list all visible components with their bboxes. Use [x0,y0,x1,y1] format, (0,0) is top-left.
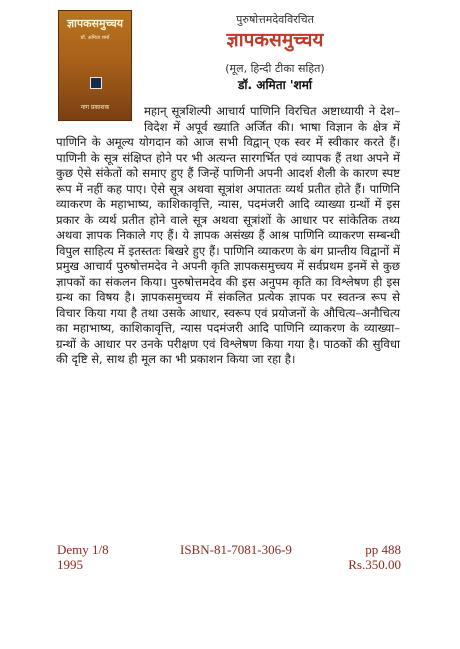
isbn: ISBN-81-7081-306-9 [180,542,292,557]
book-subtitle-top: पुरुषोत्तमदेवविरचित [236,13,314,26]
price: Rs.350.00 [348,557,401,572]
cover-title: ज्ञापकसमुच्चय [66,17,124,30]
cover-wrap-spacer [56,104,144,132]
book-title: ज्ञापकसमुच्चय [226,29,324,51]
cover-author: डॉ. अमिता शर्मा [80,35,110,41]
publisher-logo-icon [90,77,102,89]
book-description-block [56,104,400,368]
author-name: डॉ. अमिता 'शर्मा [238,78,312,92]
cover-publisher: नाग प्रकाशक [80,104,110,111]
book-format: Demy 1/8 [57,542,109,557]
page-count: pp 488 [365,542,401,557]
book-description: महान् सूत्रशिल्पी आचार्य पाणिनि विरचित अष्टाध्यायी ने देश–विदेश में अपूर्व ख्याति अर्जित की। भाषा विज्ञान के क्षेत्र में पाणिनि के अमूल्य योगदान को आज सभी विद्वान् एक स्वर में स्वीकार करते हैं। पाणिनी के सूत्र संक्षिप्त होने पर भी अत्यन्त सारगर्भित एवं व्यापक हैं तथा अपने में कुछ ऐसे संकेतों को समाए हुए हैं जिन्हें पाणिनी अपनी आदर्श शैली के कारण स्पष्ट रूप में नहीं कह पाए। ऐसे सूत्र अथवा सूत्रांश अपाततः व्यर्थ प्रतीत होते हैं। पाणिनि व्याकरण के महाभाष्य, काशिकावृत्ति, न्यास, पदमंजरी आदि व्याख्या ग्रन्थों में इस प्रकार के व्यर्थ प्रतीत होने वाले सूत्र अथवा सूत्रांशों के आधार पर सांकेतिक तथ्य अथवा ज्ञापक निकाले गए हैं। ये ज्ञापक असंख्य हैं आश्र पाणिनि व्याकरण सम्बन्धी विपुल साहित्य में इतस्ततः बिखरे हुए हैं। पाणिनि व्याकरण के बंग प्रान्तीय विद्वानों में प्रमुख आचार्य पुरुषोत्तमदेव ने अपनी कृति ज्ञापकसमुच्चय में सर्वप्रथम इनमें से कुछ ज्ञापकों का संकलन किया। पुरुषोत्तमदेव की इस अनुपम कृति का विश्लेषण ही इस ग्रन्थ का विषय है। ज्ञापकसमुच्चय में संकलित प्रत्येक ज्ञापक पर स्वतन्त्र रूप से विचार किया गया है तथा उसके आधार, स्वरूप एवं प्रयोजनों के औचित्य–अनौचित्य का महाभाष्य, काशिकावृत्ति, न्यास पदमंजरी आदि पाणिनि व्याकरण के व्याख्या–ग्रन्थों के आधार पर उनके परीक्षण एवं विश्लेषण किया गया है। पाठकों की सुविधा की दृष्टि से, साथ ही मूल का भी प्रकाशन किया जा रहा है। [56,104,400,366]
publication-year: 1995 [57,557,83,572]
edition-note: (मूल, हिन्दी टीका सहित) [225,62,325,75]
